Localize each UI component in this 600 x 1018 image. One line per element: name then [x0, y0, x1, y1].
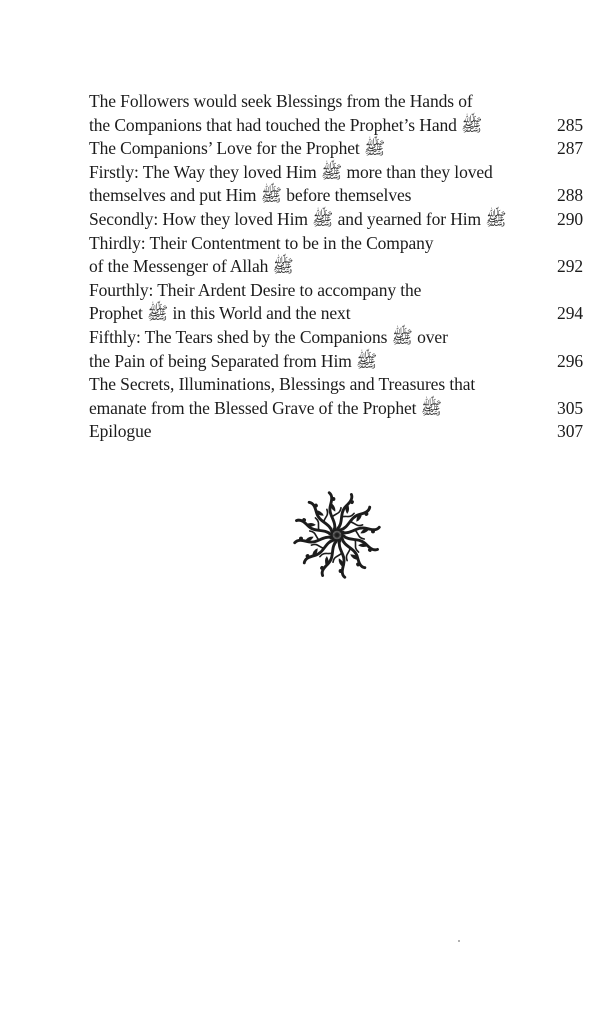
toc-entry-title-line: Prophet ﷺ in this World and the next — [89, 303, 351, 324]
toc-entry-line — [89, 279, 583, 303]
toc-entry-line — [89, 420, 583, 444]
toc-page-number: 294 — [557, 303, 583, 324]
toc-entry-line — [89, 326, 583, 350]
toc-entry-title-line: The Companions’ Love for the Prophet ﷺ — [89, 138, 386, 159]
toc-entry-title-line: Secondly: How they loved Him ﷺ and yearned for Him ﷺ — [89, 208, 507, 229]
toc-entry-title-line: Epilogue — [89, 421, 152, 442]
toc-entry-title-line: Fourthly: Their Ardent Desire to accompany the — [89, 279, 422, 300]
toc-entry-line — [89, 255, 583, 279]
toc-entry-line — [89, 397, 583, 421]
toc-entry-line — [89, 302, 583, 326]
toc-entry-title-line: the Pain of being Separated from Him ﷺ — [89, 350, 378, 371]
toc-entry-line — [89, 114, 583, 138]
toc-page-number: 290 — [557, 208, 583, 229]
toc-entry-line — [89, 90, 583, 114]
toc-entry-line — [89, 161, 583, 185]
toc-page-number: 285 — [557, 114, 583, 135]
toc-entry-title-line: the Companions that had touched the Prophet’s Hand ﷺ — [89, 114, 483, 135]
floral-rosette-ornament-icon — [292, 490, 382, 580]
toc-entry-title-line: emanate from the Blessed Grave of the Prophet ﷺ — [89, 397, 442, 418]
toc-entry[interactable] — [89, 137, 583, 161]
toc-entry[interactable] — [89, 90, 583, 137]
toc-entry-title-line: Firstly: The Way they loved Him ﷺ more than they loved — [89, 161, 493, 182]
toc-entry[interactable] — [89, 373, 583, 420]
toc-entry-title-line: Fifthly: The Tears shed by the Companions ﷺ over — [89, 326, 448, 347]
toc-entry-line — [89, 208, 583, 232]
page-speck — [458, 940, 460, 942]
toc-entry-line — [89, 137, 583, 161]
toc-entry[interactable] — [89, 161, 583, 208]
toc-entry-line — [89, 232, 583, 256]
toc-entry[interactable] — [89, 420, 583, 444]
toc-entry-line — [89, 350, 583, 374]
toc-page-number: 296 — [557, 350, 583, 371]
toc-entry-line — [89, 184, 583, 208]
toc-page-number: 292 — [557, 256, 583, 277]
toc-entry-title-line: of the Messenger of Allah ﷺ — [89, 256, 294, 277]
toc-entry[interactable] — [89, 208, 583, 232]
toc-entry-title-line: The Secrets, Illuminations, Blessings and Treasures that — [89, 374, 476, 395]
toc-page-number: 287 — [557, 138, 583, 159]
toc-page-number: 288 — [557, 185, 583, 206]
table-of-contents — [89, 90, 583, 444]
toc-entry[interactable] — [89, 326, 583, 373]
toc-entry-title-line: themselves and put Him ﷺ before themselves — [89, 185, 412, 206]
toc-entry-line — [89, 373, 583, 397]
toc-page-number: 307 — [557, 421, 583, 442]
toc-entry[interactable] — [89, 279, 583, 326]
toc-page-number: 305 — [557, 397, 583, 418]
toc-entry-title-line: Thirdly: Their Contentment to be in the Company — [89, 232, 434, 253]
toc-entry[interactable] — [89, 232, 583, 279]
toc-entry-title-line: The Followers would seek Blessings from the Hands of — [89, 91, 473, 111]
